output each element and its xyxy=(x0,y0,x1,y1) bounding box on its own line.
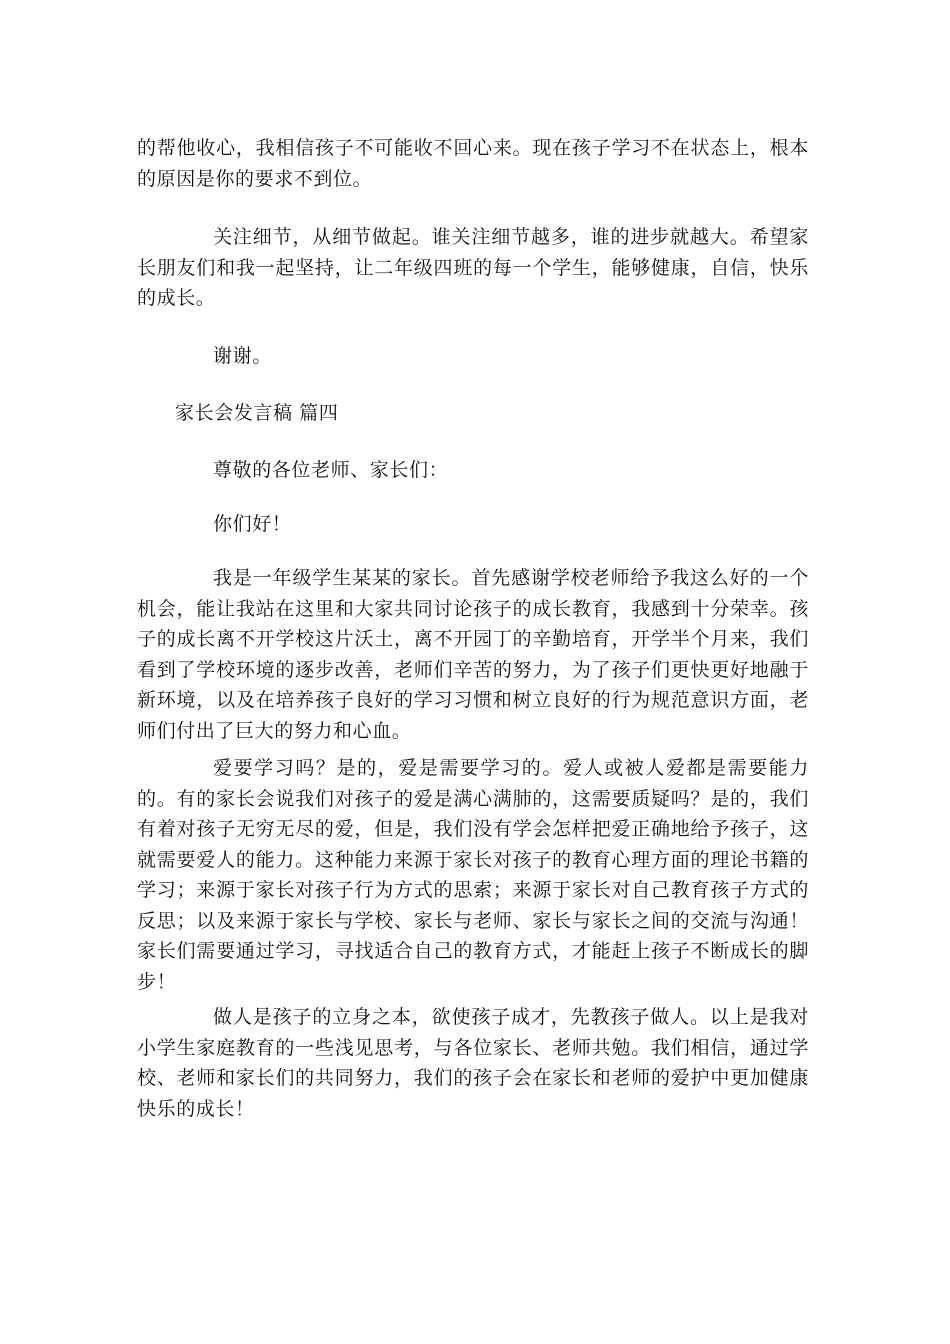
paragraph-salutation: 尊敬的各位老师、家长们： xyxy=(213,459,449,481)
paragraph-details: 关注细节，从细节做起。谁关注细节越多，谁的进步就越大。希望家长朋友们和我一起坚持，让二年级四班的每一个学生，能够健康，自信，快乐的成长。 xyxy=(137,226,809,309)
paragraph-love-learning: 爱要学习吗？是的，爱是需要学习的。爱人或被人爱都是需要能力的。有的家长会说我们对孩子的爱是满心满肺的，这需要质疑吗？是的，我们有着对孩子无穷无尽的爱，但是，我们没有学会怎样把爱正确地给予孩子，这就需要爱人的能力。这种能力来源于家长对孩子的教育心理方面的理论书籍的学习；来源于家长对孩子行为方式的思索；来源于家长对自己教育孩子方式的反思；以及来源于家长与学校、家长与老师、家长与家长之间的交流与沟通！家长们需要通过学习，寻找适合自己的教育方式，才能赶上孩子不断成长的脚步！ xyxy=(137,757,809,993)
paragraph-thanks: 谢谢。 xyxy=(213,345,272,367)
paragraph-continuation: 的帮他收心，我相信孩子不可能收不回心来。现在孩子学习不在状态上，根本的原因是你的要求不到位。 xyxy=(137,137,809,190)
paragraph-conclusion: 做人是孩子的立身之本，欲使孩子成才，先教孩子做人。以上是我对小学生家庭教育的一些浅见思考，与各位家长、老师共勉。我们相信，通过学校、老师和家长们的共同努力，我们的孩子会在家长和老师的爱护中更加健康快乐的成长！ xyxy=(137,1006,809,1120)
paragraph-greeting: 你们好！ xyxy=(213,513,292,535)
paragraph-introduction: 我是一年级学生某某的家长。首先感谢学校老师给予我这么好的一个机会，能让我站在这里和大家共同讨论孩子的成长教育，我感到十分荣幸。孩子的成长离不开学校这片沃土，离不开园丁的辛勤培育，开学半个月来，我们看到了学校环境的逐步改善，老师们辛苦的努力，为了孩子们更快更好地融于新环境，以及在培养孩子良好的学习习惯和树立良好的行为规范意识方面，老师们付出了巨大的努力和心血。 xyxy=(137,567,809,742)
section-heading: 家长会发言稿 篇四 xyxy=(175,402,339,424)
